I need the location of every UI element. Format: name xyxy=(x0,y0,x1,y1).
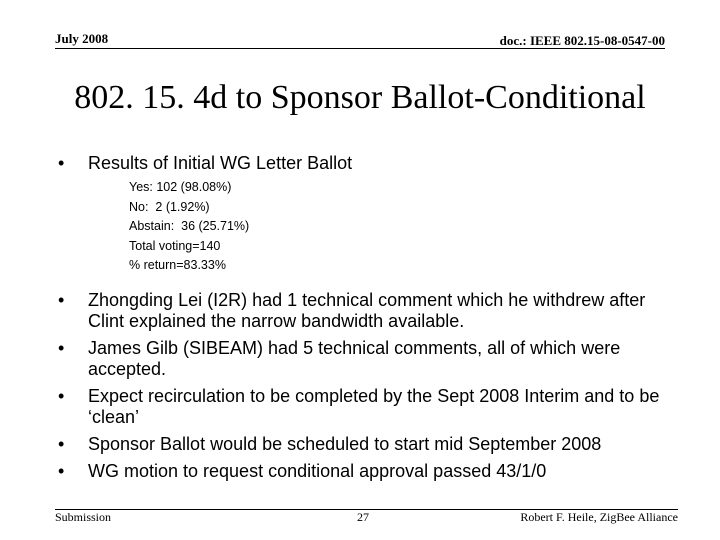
footer-submission: Submission xyxy=(55,510,112,524)
ballot-results-list xyxy=(129,178,249,276)
slide-title: 802. 15. 4d to Sponsor Ballot-Conditional xyxy=(74,79,646,116)
bullet-text: Results of Initial WG Letter Ballot xyxy=(88,153,353,173)
list-item xyxy=(58,290,673,332)
ballot-total-voting: Total voting=140 xyxy=(129,238,221,253)
ballot-return-rate: % return=83.33% xyxy=(129,258,226,272)
list-item xyxy=(58,434,673,455)
bullet-icon: • xyxy=(58,461,65,481)
header-date: July 2008 xyxy=(55,31,109,46)
bullet-icon: • xyxy=(58,338,65,358)
list-item xyxy=(58,338,673,380)
header-divider xyxy=(55,48,665,49)
bullet-ballot-results xyxy=(58,153,668,174)
bullet-list xyxy=(58,290,673,488)
bullet-icon: • xyxy=(58,386,65,406)
bullet-text: Zhongding Lei (I2R) had 1 technical comment which he withdrew after Clint explained the narrow bandwidth available. xyxy=(88,290,646,331)
ballot-yes: Yes: 102 (98.08%) xyxy=(129,180,232,194)
bullet-icon: • xyxy=(58,153,65,173)
list-item xyxy=(58,386,673,428)
ballot-no: No: 2 (1.92%) xyxy=(129,199,210,214)
bullet-text: Expect recirculation to be completed by the Sept 2008 Interim and to be ‘clean’ xyxy=(88,386,660,427)
footer-author: Robert F. Heile, ZigBee Alliance xyxy=(520,510,678,524)
bullet-icon: • xyxy=(58,290,65,310)
list-item xyxy=(58,461,673,482)
bullet-text: Sponsor Ballot would be scheduled to start mid September 2008 xyxy=(88,434,602,454)
header-doc-id: doc.: IEEE 802.15-08-0547-00 xyxy=(499,33,665,48)
bullet-icon: • xyxy=(58,434,65,454)
footer-page-number: 27 xyxy=(357,510,369,524)
ballot-abstain: Abstain: 36 (25.71%) xyxy=(129,219,250,233)
bullet-text: James Gilb (SIBEAM) had 5 technical comments, all of which were accepted. xyxy=(88,338,621,379)
bullet-text: WG motion to request conditional approval passed 43/1/0 xyxy=(88,461,547,481)
